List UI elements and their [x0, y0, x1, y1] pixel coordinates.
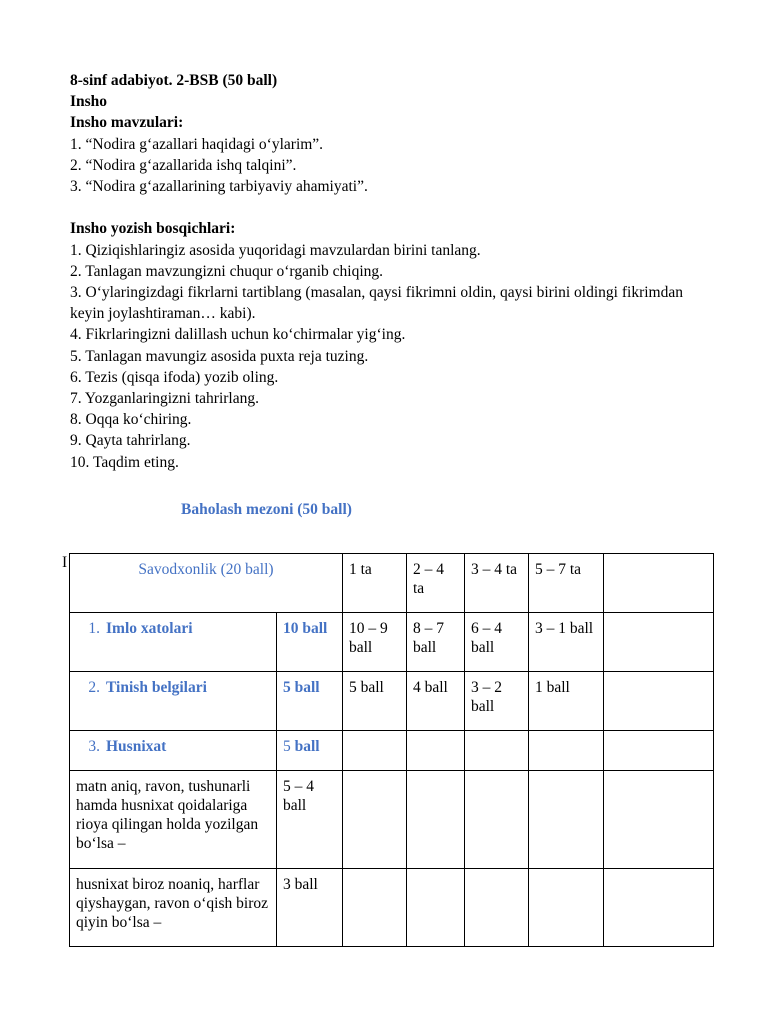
- score-cell: 6 – 4 ball: [465, 613, 529, 672]
- score-cell: [465, 731, 529, 771]
- steps-heading: Insho yozish bosqichlari:: [70, 220, 236, 238]
- margin-mark: I: [62, 554, 68, 571]
- grading-table: [69, 553, 714, 947]
- criterion-cell: [70, 731, 277, 771]
- points-prefix: 5: [283, 738, 291, 755]
- table-header-row: [70, 554, 714, 613]
- step-item: 8. Oqqa ko‘chiring.: [70, 411, 192, 429]
- score-cell: [604, 672, 714, 731]
- points-cell: 5 – 4 ball: [277, 771, 343, 869]
- score-cell: 1 ball: [529, 672, 604, 731]
- points-suffix: ball: [294, 738, 320, 755]
- step-item: 3. O‘ylaringizdagi fikrlarni tartiblang (masalan, qaysi fikrimni oldin, qaysi birini oldingi fikrimdan keyin joylashtiraman… kabi).: [70, 284, 683, 323]
- step-item: 4. Fikrlaringizni dalillash uchun ko‘chirmalar yig‘ing.: [70, 326, 406, 344]
- score-cell: 5 ball: [343, 672, 407, 731]
- document-title: 8-sinf adabiyot. 2-BSB (50 ball): [70, 72, 278, 89]
- criterion-label: Imlo xatolari: [106, 620, 193, 637]
- criterion-cell: [70, 672, 277, 731]
- header-cell: 1 ta: [343, 554, 407, 613]
- criterion-number: 1.: [88, 620, 100, 637]
- score-cell: 8 – 7 ball: [407, 613, 465, 672]
- points-cell: 10 ball: [277, 613, 343, 672]
- score-cell: [604, 731, 714, 771]
- header-cell-savodxonlik: Savodxonlik (20 ball): [70, 554, 343, 613]
- spacer: [70, 197, 720, 218]
- score-cell: 3 – 2 ball: [465, 672, 529, 731]
- step-item: 9. Qayta tahrirlang.: [70, 432, 191, 450]
- step-item: 5. Tanlagan mavungiz asosida puxta reja tuzing.: [70, 347, 369, 365]
- criterion-number: 3.: [88, 738, 100, 755]
- score-cell: [604, 771, 714, 869]
- score-cell: [407, 869, 465, 947]
- points-cell: [277, 731, 343, 771]
- score-cell: [465, 771, 529, 869]
- table-row: [70, 771, 714, 869]
- table-row: [70, 613, 714, 672]
- score-cell: 10 – 9 ball: [343, 613, 407, 672]
- score-cell: [407, 771, 465, 869]
- header-cell: 5 – 7 ta: [529, 554, 604, 613]
- criterion-label: Husnixat: [106, 738, 167, 755]
- topics-heading: Insho mavzulari:: [70, 114, 184, 132]
- points-cell: 3 ball: [277, 869, 343, 947]
- score-cell: [529, 771, 604, 869]
- criterion-description: husnixat biroz noaniq, harflar qiyshaygan, ravon o‘qish biroz qiyin bo‘lsa –: [70, 869, 277, 947]
- score-cell: [529, 869, 604, 947]
- score-cell: [343, 731, 407, 771]
- score-cell: [604, 869, 714, 947]
- document-body: [70, 70, 720, 473]
- topic-item: 3. “Nodira g‘azallarining tarbiyaviy ahamiyati”.: [70, 178, 368, 196]
- topic-item: 2. “Nodira g‘azallarida ishq talqini”.: [70, 156, 297, 174]
- step-item: 1. Qiziqishlaringiz asosida yuqoridagi mavzulardan birini tanlang.: [70, 241, 481, 259]
- score-cell: [604, 613, 714, 672]
- score-cell: [407, 731, 465, 771]
- header-cell: [604, 554, 714, 613]
- points-cell: 5 ball: [277, 672, 343, 731]
- step-item: 6. Tezis (qisqa ifoda) yozib oling.: [70, 368, 279, 386]
- table-row: [70, 731, 714, 771]
- criterion-number: 2.: [88, 679, 100, 696]
- score-cell: 3 – 1 ball: [529, 613, 604, 672]
- score-cell: [529, 731, 604, 771]
- table-row: [70, 672, 714, 731]
- criterion-description: matn aniq, ravon, tushunarli hamda husnixat qoidalariga rioya qilingan holda yozilgan bo‘lsa –: [70, 771, 277, 869]
- criterion-label: Tinish belgilari: [106, 679, 207, 696]
- document-subtitle: Insho: [70, 93, 108, 111]
- criterion-cell: [70, 613, 277, 672]
- step-item: 10. Taqdim eting.: [70, 453, 179, 471]
- score-cell: 4 ball: [407, 672, 465, 731]
- score-cell: [343, 869, 407, 947]
- criteria-title: Baholash mezoni (50 ball): [181, 501, 352, 518]
- step-item: 7. Yozganlaringizni tahrirlang.: [70, 390, 259, 408]
- header-cell: 3 – 4 ta: [465, 554, 529, 613]
- topic-item: 1. “Nodira g‘azallari haqidagi o‘ylarim”.: [70, 135, 324, 153]
- step-item: 2. Tanlagan mavzungizni chuqur o‘rganib chiqing.: [70, 262, 383, 280]
- table-row: [70, 869, 714, 947]
- header-cell: 2 – 4 ta: [407, 554, 465, 613]
- score-cell: [343, 771, 407, 869]
- score-cell: [465, 869, 529, 947]
